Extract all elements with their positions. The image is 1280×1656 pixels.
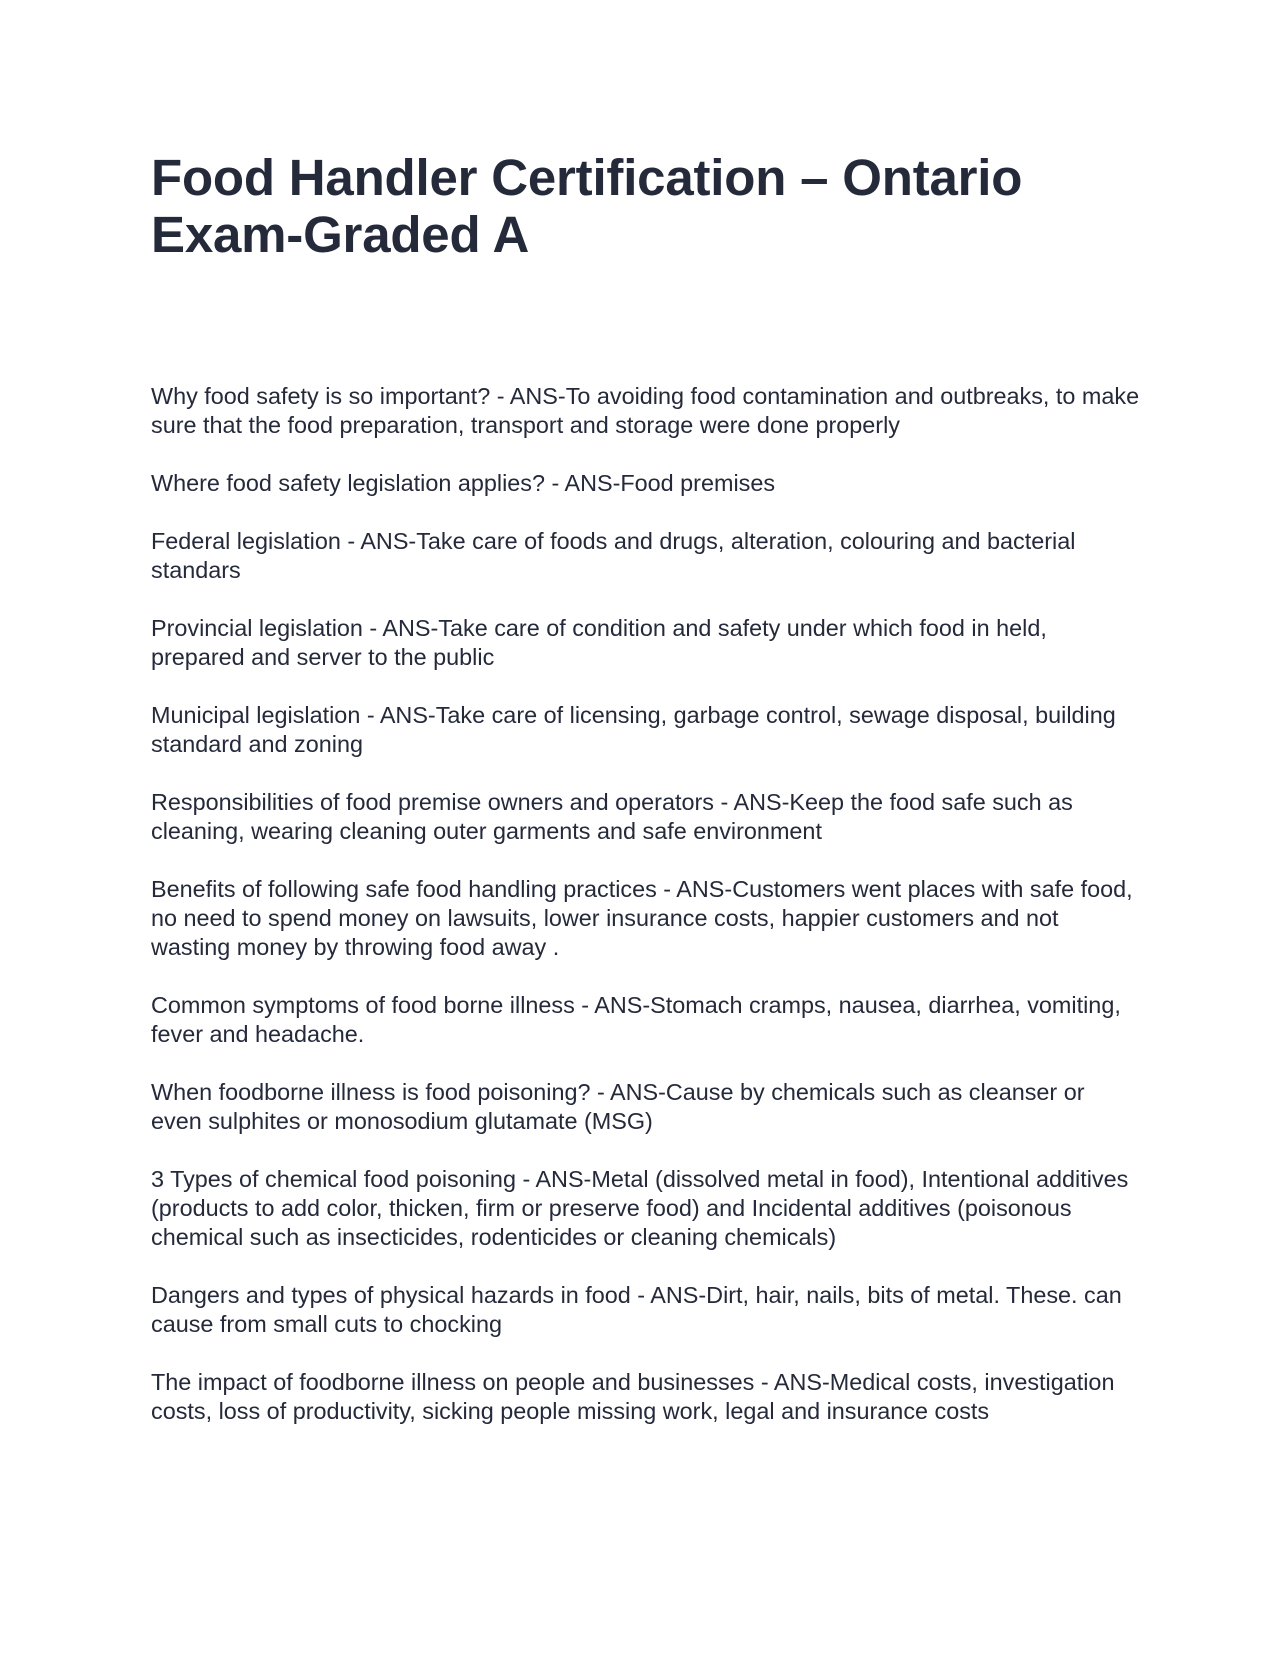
qa-item: Where food safety legislation applies? - ANS-Food premises (151, 470, 776, 496)
title-line-2: Exam-Graded A (151, 206, 530, 263)
qa-item: Provincial legislation - ANS-Take care of condition and safety under which food in held, prepared and server to the public (151, 615, 1047, 670)
qa-item: Responsibilities of food premise owners and operators - ANS-Keep the food safe such as cleaning, wearing cleaning outer garments and safe environment (151, 789, 1073, 844)
title-line-1: Food Handler Certification – Ontario (151, 149, 1023, 206)
document-title (151, 149, 1151, 263)
qa-item: Common symptoms of food borne illness - ANS-Stomach cramps, nausea, diarrhea, vomiting, fever and headache. (151, 992, 1121, 1047)
qa-item: Dangers and types of physical hazards in food - ANS-Dirt, hair, nails, bits of metal. These. can cause from small cuts to chocking (151, 1282, 1122, 1337)
qa-list (151, 382, 1141, 1455)
qa-item: Federal legislation - ANS-Take care of foods and drugs, alteration, colouring and bacterial standars (151, 528, 1076, 583)
qa-item: Benefits of following safe food handling practices - ANS-Customers went places with safe food, no need to spend money on lawsuits, lower insurance costs, happier customers and not wasting money by throwing food away . (151, 876, 1133, 960)
qa-item: 3 Types of chemical food poisoning - ANS-Metal (dissolved metal in food), Intentional additives (products to add color, thicken, firm or preserve food) and Incidental additives (poisonous chemical such as insecticides, rodenticides or cleaning chemicals) (151, 1166, 1129, 1250)
qa-item: The impact of foodborne illness on people and businesses - ANS-Medical costs, investigation costs, loss of productivity, sicking people missing work, legal and insurance costs (151, 1369, 1115, 1424)
qa-item: Why food safety is so important? - ANS-To avoiding food contamination and outbreaks, to make sure that the food preparation, transport and storage were done properly (151, 383, 1140, 438)
qa-item: When foodborne illness is food poisoning? - ANS-Cause by chemicals such as cleanser or even sulphites or monosodium glutamate (MSG) (151, 1079, 1085, 1134)
qa-item: Municipal legislation - ANS-Take care of licensing, garbage control, sewage disposal, building standard and zoning (151, 702, 1116, 757)
